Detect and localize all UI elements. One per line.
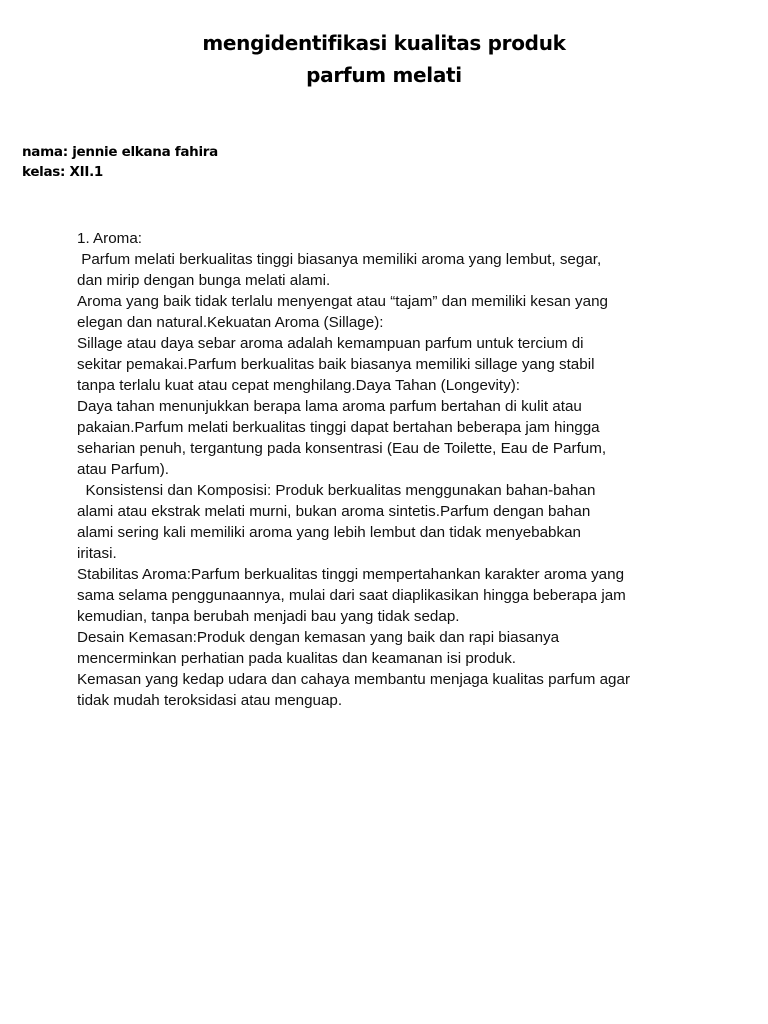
- body-line: Desain Kemasan:Produk dengan kemasan yang baik dan rapi biasanya: [77, 629, 560, 646]
- body-line: tanpa terlalu kuat atau cepat menghilang.Daya Tahan (Longevity):: [77, 377, 520, 394]
- body-line: mencerminkan perhatian pada kualitas dan keamanan isi produk.: [77, 650, 517, 667]
- body-line: iritasi.: [77, 545, 117, 562]
- body-line: 1. Aroma:: [77, 230, 142, 247]
- body-line: sama selama penggunaannya, mulai dari saat diaplikasikan hingga beberapa jam: [77, 587, 626, 604]
- document-title: [0, 27, 768, 91]
- body-line: atau Parfum).: [77, 461, 170, 478]
- body-line: Stabilitas Aroma:Parfum berkualitas tinggi mempertahankan karakter aroma yang: [77, 566, 625, 583]
- body-line: dan mirip dengan bunga melati alami.: [77, 272, 331, 289]
- body-text: [77, 228, 717, 711]
- body-line: sekitar pemakai.Parfum berkualitas baik biasanya memiliki sillage yang stabil: [77, 356, 595, 373]
- body-line: kemudian, tanpa berubah menjadi bau yang tidak sedap.: [77, 608, 460, 625]
- body-line: seharian penuh, tergantung pada konsentrasi (Eau de Toilette, Eau de Parfum,: [77, 440, 607, 457]
- body-line: Aroma yang baik tidak terlalu menyengat atau “tajam” dan memiliki kesan yang: [77, 293, 608, 310]
- body-line: alami sering kali memiliki aroma yang lebih lembut dan tidak menyebabkan: [77, 524, 581, 541]
- title-line: mengidentifikasi kualitas produk: [202, 31, 566, 55]
- body-line: tidak mudah teroksidasi atau menguap.: [77, 692, 343, 709]
- body-line: pakaian.Parfum melati berkualitas tinggi dapat bertahan beberapa jam hingga: [77, 419, 600, 436]
- student-class: kelas: XII.1: [22, 164, 104, 180]
- body-line: alami atau ekstrak melati murni, bukan aroma sintetis.Parfum dengan bahan: [77, 503, 591, 520]
- body-line: Sillage atau daya sebar aroma adalah kemampuan parfum untuk tercium di: [77, 335, 584, 352]
- body-line: Konsistensi dan Komposisi: Produk berkualitas menggunakan bahan-bahan: [77, 482, 596, 499]
- body-line: Parfum melati berkualitas tinggi biasanya memiliki aroma yang lembut, segar,: [77, 251, 602, 268]
- body-line: elegan dan natural.Kekuatan Aroma (Sillage):: [77, 314, 384, 331]
- title-line: parfum melati: [306, 63, 462, 87]
- body-line: Daya tahan menunjukkan berapa lama aroma parfum bertahan di kulit atau: [77, 398, 582, 415]
- student-name: nama: jennie elkana fahira: [22, 144, 218, 160]
- student-info: [22, 142, 218, 182]
- body-line: Kemasan yang kedap udara dan cahaya membantu menjaga kualitas parfum agar: [77, 671, 631, 688]
